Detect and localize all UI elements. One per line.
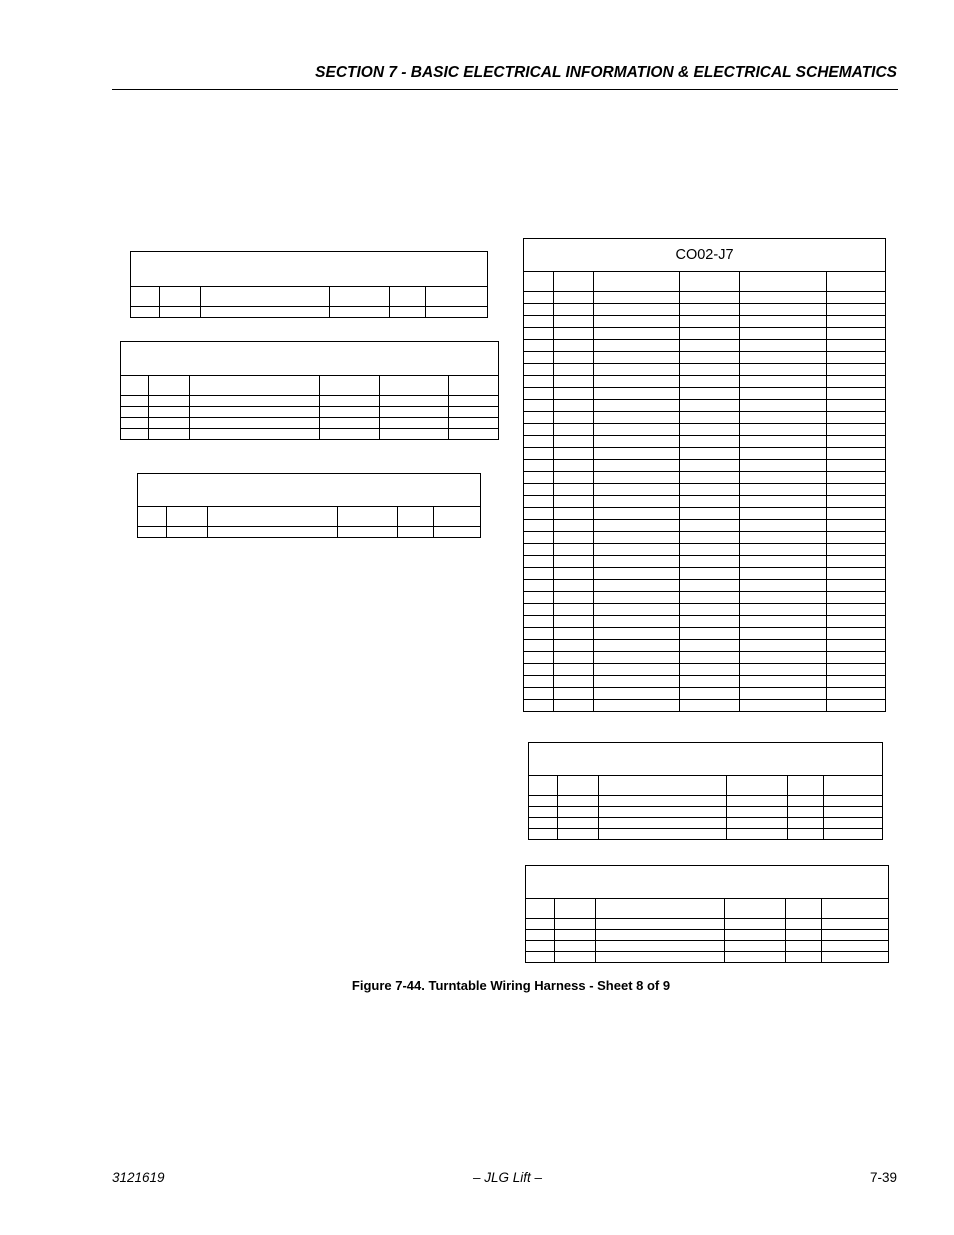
connector-table-co02-j7 bbox=[523, 238, 886, 712]
table-title-cell bbox=[529, 743, 883, 776]
table-title-cell bbox=[138, 474, 481, 507]
table-row bbox=[524, 436, 886, 448]
table-row bbox=[524, 496, 886, 508]
table-row bbox=[524, 532, 886, 544]
table-row bbox=[524, 448, 886, 460]
table-row bbox=[524, 484, 886, 496]
table-row bbox=[524, 352, 886, 364]
table-row bbox=[524, 424, 886, 436]
table-row bbox=[524, 520, 886, 532]
table-row bbox=[524, 556, 886, 568]
table-row bbox=[524, 460, 886, 472]
table-row bbox=[524, 700, 886, 712]
table-row bbox=[524, 316, 886, 328]
table-row bbox=[524, 328, 886, 340]
table-row bbox=[524, 604, 886, 616]
table-row bbox=[524, 616, 886, 628]
footer-page-number: 7-39 bbox=[869, 1170, 897, 1185]
connector-table-3 bbox=[137, 473, 481, 538]
header-rule bbox=[112, 89, 898, 90]
table-row bbox=[524, 292, 886, 304]
table-row bbox=[524, 580, 886, 592]
table-row bbox=[524, 628, 886, 640]
table-row bbox=[524, 472, 886, 484]
table-row bbox=[524, 412, 886, 424]
table-title: CO02-J7 bbox=[524, 239, 886, 272]
connector-table-1 bbox=[130, 251, 488, 318]
table-row bbox=[524, 388, 886, 400]
table-row bbox=[524, 340, 886, 352]
connector-table-6 bbox=[525, 865, 889, 963]
table-row bbox=[524, 652, 886, 664]
table-row bbox=[524, 544, 886, 556]
table-row bbox=[524, 640, 886, 652]
table-row bbox=[524, 676, 886, 688]
table-row bbox=[524, 304, 886, 316]
table-row bbox=[524, 376, 886, 388]
table-row bbox=[524, 568, 886, 580]
table-title-cell bbox=[131, 252, 488, 287]
table-title-cell bbox=[526, 866, 889, 899]
table-row bbox=[524, 508, 886, 520]
table-row bbox=[524, 688, 886, 700]
table-row bbox=[524, 400, 886, 412]
footer-center: – JLG Lift – bbox=[473, 1170, 543, 1185]
table-row bbox=[524, 364, 886, 376]
table-row bbox=[524, 664, 886, 676]
connector-table-2 bbox=[120, 341, 499, 440]
footer-doc-number: 3121619 bbox=[112, 1170, 165, 1185]
table-title-cell bbox=[121, 342, 499, 376]
table-row bbox=[524, 592, 886, 604]
connector-table-5 bbox=[528, 742, 883, 840]
figure-caption: Figure 7-44. Turntable Wiring Harness - Sheet 8 of 9 bbox=[351, 978, 671, 993]
section-title: SECTION 7 - BASIC ELECTRICAL INFORMATION & ELECTRICAL SCHEMATICS bbox=[315, 64, 897, 81]
